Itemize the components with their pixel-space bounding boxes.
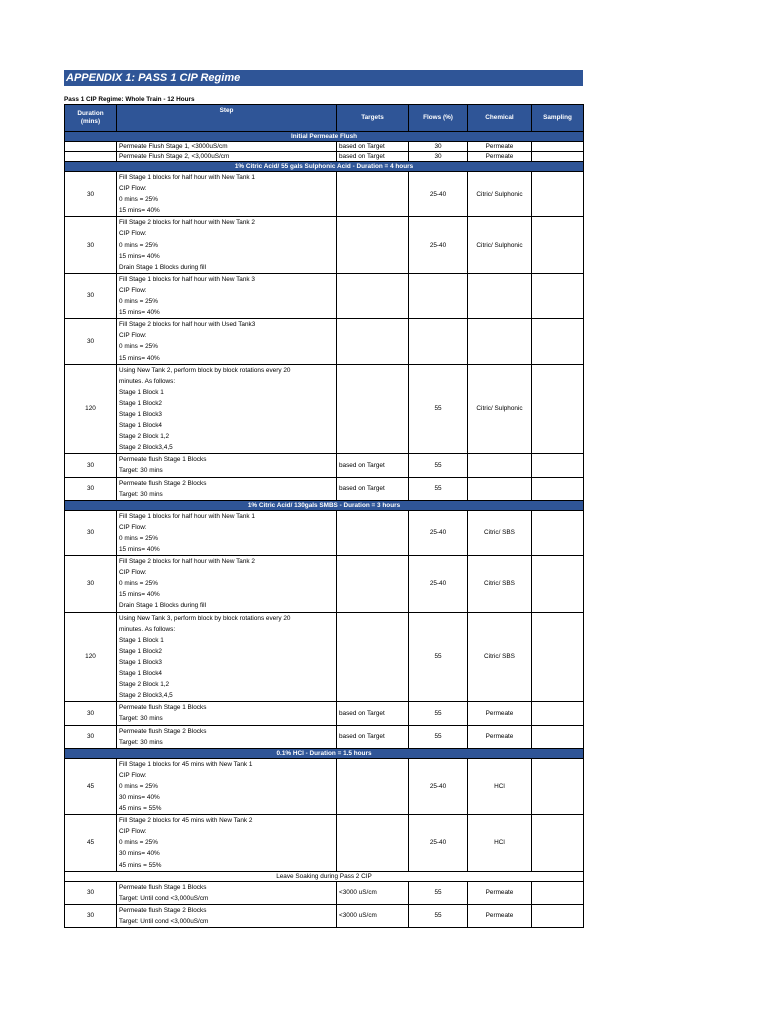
step-line: Using New Tank 2, perform block by block rotations every 20 — [119, 366, 291, 374]
table-row — [65, 815, 584, 871]
chemical-cell: Permeate — [468, 904, 532, 927]
step-line: Permeate flush Stage 1 Blocks — [119, 456, 207, 464]
chemical-cell: Citric/ SBS — [468, 510, 532, 555]
sampling-cell — [532, 556, 584, 612]
targets-cell: <3000 uS/cm — [337, 904, 409, 927]
duration-cell: 30 — [65, 454, 117, 477]
section-header-row — [65, 748, 584, 758]
step-cell — [117, 477, 337, 500]
step-line: CIP Flow: — [119, 185, 147, 193]
duration-cell: 30 — [65, 319, 117, 364]
step-line: Stage 2 Block 1,2 — [119, 681, 170, 689]
sampling-cell — [532, 510, 584, 555]
header-duration: Duration (mins) — [65, 105, 117, 132]
step-line: 0 mins = 25% — [119, 534, 158, 542]
targets-cell — [337, 556, 409, 612]
flows-cell: 25-40 — [409, 758, 468, 814]
duration-cell: 30 — [65, 725, 117, 748]
sampling-cell — [532, 904, 584, 927]
step-cell — [117, 172, 337, 217]
step-line: Fill Stage 1 blocks for half hour with New Tank 3 — [119, 275, 255, 283]
flows-cell: 30 — [409, 142, 468, 152]
step-cell — [117, 510, 337, 555]
step-line: Fill Stage 2 blocks for half hour with New Tank 2 — [119, 558, 255, 566]
chemical-cell: Permeate — [468, 152, 532, 162]
step-line: 0 mins = 25% — [119, 196, 158, 204]
section-header-row — [65, 500, 584, 510]
step-line: Stage 1 Block4 — [119, 422, 162, 430]
step-line: Target: 30 mins — [119, 715, 163, 723]
duration-cell: 45 — [65, 758, 117, 814]
step-cell — [117, 881, 337, 904]
step-cell — [117, 612, 337, 702]
step-line: Fill Stage 2 blocks for half hour with New Tank 2 — [119, 219, 255, 227]
section-title: 1% Citric Acid/ 130gals SMBS - Duration = 3 hours — [65, 500, 584, 510]
chemical-cell: Citric/ Sulphonic — [468, 364, 532, 454]
table-row — [65, 172, 584, 217]
step-cell — [117, 758, 337, 814]
regime-subtitle: Pass 1 CIP Regime: Whole Train - 12 Hours — [64, 96, 195, 103]
header-sampling: Sampling — [532, 105, 584, 132]
step-line: Stage 2 Block 1,2 — [119, 433, 170, 441]
flows-cell: 55 — [409, 454, 468, 477]
targets-cell — [337, 758, 409, 814]
step-line: minutes. As follows: — [119, 377, 176, 385]
sampling-cell — [532, 477, 584, 500]
duration-cell: 30 — [65, 477, 117, 500]
appendix-title: APPENDIX 1: PASS 1 CIP Regime — [64, 70, 583, 86]
step-line: Fill Stage 2 blocks for half hour with Used Tank3 — [119, 321, 256, 329]
table-row — [65, 881, 584, 904]
targets-cell — [337, 612, 409, 702]
targets-cell: <3000 uS/cm — [337, 881, 409, 904]
targets-cell: based on Target — [337, 725, 409, 748]
table-row — [65, 612, 584, 702]
step-line: 15 mins= 40% — [119, 354, 160, 362]
step-cell — [117, 556, 337, 612]
flows-cell: 55 — [409, 881, 468, 904]
targets-cell: based on Target — [337, 477, 409, 500]
flows-cell: 55 — [409, 725, 468, 748]
flows-cell: 55 — [409, 904, 468, 927]
step-line: CIP Flow: — [119, 332, 147, 340]
targets-cell: based on Target — [337, 454, 409, 477]
duration-cell: 120 — [65, 364, 117, 454]
targets-cell — [337, 217, 409, 273]
chemical-cell — [468, 273, 532, 318]
step-line: Fill Stage 1 blocks for half hour with New Tank 1 — [119, 512, 255, 520]
section-title: Initial Permeate Flush — [65, 132, 584, 142]
header-chemical: Chemical — [468, 105, 532, 132]
step-line: Stage 1 Block4 — [119, 670, 162, 678]
chemical-cell: Citric/ Sulphonic — [468, 172, 532, 217]
step-line: Drain Stage 1 Blocks during fill — [119, 602, 207, 610]
step-line: Fill Stage 1 blocks for 45 mins with New Tank 1 — [119, 760, 253, 768]
step-line: CIP Flow: — [119, 569, 147, 577]
table-row — [65, 758, 584, 814]
chemical-cell: Citric/ Sulphonic — [468, 217, 532, 273]
targets-cell — [337, 172, 409, 217]
flows-cell: 55 — [409, 612, 468, 702]
sampling-cell — [532, 881, 584, 904]
table-row — [65, 454, 584, 477]
step-line: 15 mins= 40% — [119, 252, 160, 260]
header-flows: Flows (%) — [409, 105, 468, 132]
targets-cell: based on Target — [337, 702, 409, 725]
duration-cell: 30 — [65, 904, 117, 927]
step-cell — [117, 702, 337, 725]
chemical-cell: Permeate — [468, 702, 532, 725]
step-line: Stage 1 Block 1 — [119, 388, 164, 396]
step-line: Target: Until cond <3,000uS/cm — [119, 917, 209, 925]
step-line: 0 mins = 25% — [119, 241, 158, 249]
chemical-cell — [468, 477, 532, 500]
step-line: 45 mins = 55% — [119, 805, 162, 813]
step-line: Permeate flush Stage 2 Blocks — [119, 727, 207, 735]
step-cell — [117, 364, 337, 454]
step-line: 30 mins= 40% — [119, 850, 160, 858]
chemical-cell — [468, 454, 532, 477]
step-cell — [117, 904, 337, 927]
flows-cell: 25-40 — [409, 172, 468, 217]
flows-cell: 55 — [409, 477, 468, 500]
step-line: 15 mins= 40% — [119, 591, 160, 599]
step-line: 15 mins= 40% — [119, 309, 160, 317]
sampling-cell — [532, 217, 584, 273]
duration-cell: 120 — [65, 612, 117, 702]
chemical-cell: HCl — [468, 815, 532, 871]
section-header-row — [65, 132, 584, 142]
targets-cell — [337, 510, 409, 555]
targets-cell — [337, 364, 409, 454]
duration-cell: 30 — [65, 881, 117, 904]
step-line: Permeate flush Stage 1 Blocks — [119, 704, 207, 712]
targets-cell — [337, 273, 409, 318]
flows-cell: 25-40 — [409, 217, 468, 273]
table-row — [65, 477, 584, 500]
sampling-cell — [532, 815, 584, 871]
step-line: Fill Stage 2 blocks for 45 mins with New Tank 2 — [119, 817, 253, 825]
step-line: Stage 1 Block 1 — [119, 636, 164, 644]
table-row — [65, 702, 584, 725]
sampling-cell — [532, 612, 584, 702]
step-line: Stage 1 Block2 — [119, 647, 162, 655]
table-row — [65, 273, 584, 318]
table-row — [65, 319, 584, 364]
table-body — [65, 132, 584, 928]
step-line: Drain Stage 1 Blocks during fill — [119, 263, 207, 271]
duration-cell: 30 — [65, 510, 117, 555]
sampling-cell — [532, 702, 584, 725]
flows-cell: 55 — [409, 364, 468, 454]
step-line: Target: 30 mins — [119, 490, 163, 498]
step-line: Target: 30 mins — [119, 467, 163, 475]
sampling-cell — [532, 142, 584, 152]
duration-cell: 30 — [65, 556, 117, 612]
header-targets: Targets — [337, 105, 409, 132]
step-cell — [117, 725, 337, 748]
targets-cell: based on Target — [337, 152, 409, 162]
sampling-cell — [532, 725, 584, 748]
step-line: Stage 1 Block2 — [119, 399, 162, 407]
header-step: Step — [117, 105, 337, 132]
step-line: Stage 1 Block3 — [119, 410, 162, 418]
targets-cell — [337, 815, 409, 871]
table-row — [65, 510, 584, 555]
step-line: Fill Stage 1 blocks for half hour with New Tank 1 — [119, 174, 255, 181]
flows-cell — [409, 273, 468, 318]
step-line: Permeate flush Stage 2 Blocks — [119, 479, 207, 487]
duration-cell — [65, 142, 117, 152]
step-line: CIP Flow: — [119, 230, 147, 238]
section-title: Leave Soaking during Pass 2 CIP — [65, 871, 584, 881]
step-cell — [117, 454, 337, 477]
step-line: 0 mins = 25% — [119, 782, 158, 790]
step-line: 15 mins= 40% — [119, 546, 160, 553]
sampling-cell — [532, 454, 584, 477]
duration-cell: 30 — [65, 172, 117, 217]
section-title: 1% Citric Acid/ 55 gals Sulphonic Acid - Duration = 4 hours — [65, 162, 584, 172]
step-line: Stage 2 Block3,4,5 — [119, 692, 173, 700]
step-cell — [117, 319, 337, 364]
step-line: 45 mins = 55% — [119, 861, 162, 869]
chemical-cell: Citric/ SBS — [468, 556, 532, 612]
step-line: 0 mins = 25% — [119, 839, 158, 847]
flows-cell — [409, 319, 468, 364]
section-title: 0.1% HCl - Duration = 1.5 hours — [65, 748, 584, 758]
cip-regime-table — [64, 104, 584, 928]
flows-cell: 25-40 — [409, 510, 468, 555]
table-row — [65, 142, 584, 152]
duration-cell: 30 — [65, 217, 117, 273]
section-header-row — [65, 871, 584, 881]
sampling-cell — [532, 172, 584, 217]
sampling-cell — [532, 319, 584, 364]
step-line: 0 mins = 25% — [119, 580, 158, 588]
table-row — [65, 556, 584, 612]
step-line: Permeate Flush Stage 2, <3,000uS/cm — [119, 153, 230, 160]
step-line: 30 mins= 40% — [119, 793, 160, 801]
step-line: Using New Tank 3, perform block by block rotations every 20 — [119, 614, 291, 622]
chemical-cell — [468, 319, 532, 364]
step-line: Stage 2 Block3,4,5 — [119, 444, 173, 452]
table-row — [65, 904, 584, 927]
targets-cell: based on Target — [337, 142, 409, 152]
step-cell — [117, 142, 337, 152]
step-line: 0 mins = 25% — [119, 298, 158, 306]
flows-cell: 25-40 — [409, 556, 468, 612]
section-header-row — [65, 162, 584, 172]
chemical-cell: Permeate — [468, 881, 532, 904]
sampling-cell — [532, 273, 584, 318]
duration-cell: 45 — [65, 815, 117, 871]
sampling-cell — [532, 758, 584, 814]
step-line: CIP Flow: — [119, 828, 147, 836]
duration-cell: 30 — [65, 702, 117, 725]
targets-cell — [337, 319, 409, 364]
step-line: minutes. As follows: — [119, 625, 176, 633]
table-header-row — [65, 105, 584, 132]
table-row — [65, 152, 584, 162]
sampling-cell — [532, 152, 584, 162]
step-line: CIP Flow: — [119, 771, 147, 779]
step-line: Stage 1 Block3 — [119, 658, 162, 666]
step-line: 0 mins = 25% — [119, 343, 158, 351]
chemical-cell: Permeate — [468, 142, 532, 152]
table-row — [65, 217, 584, 273]
step-line: Permeate flush Stage 2 Blocks — [119, 906, 207, 914]
flows-cell: 25-40 — [409, 815, 468, 871]
step-line: Target: Until cond <3,000uS/cm — [119, 894, 209, 902]
table-row — [65, 364, 584, 454]
flows-cell: 30 — [409, 152, 468, 162]
step-cell — [117, 815, 337, 871]
flows-cell: 55 — [409, 702, 468, 725]
duration-cell — [65, 152, 117, 162]
step-cell — [117, 217, 337, 273]
step-line: CIP Flow: — [119, 523, 147, 531]
step-line: Permeate flush Stage 1 Blocks — [119, 883, 207, 891]
sampling-cell — [532, 364, 584, 454]
chemical-cell: HCl — [468, 758, 532, 814]
step-line: Target: 30 mins — [119, 738, 163, 746]
step-line: 15 mins= 40% — [119, 207, 160, 215]
duration-cell: 30 — [65, 273, 117, 318]
step-line: CIP Flow: — [119, 286, 147, 294]
table-row — [65, 725, 584, 748]
step-cell — [117, 152, 337, 162]
step-cell — [117, 273, 337, 318]
chemical-cell: Permeate — [468, 725, 532, 748]
step-line: Permeate Flush Stage 1, <3000uS/cm — [119, 143, 228, 150]
chemical-cell: Citric/ SBS — [468, 612, 532, 702]
